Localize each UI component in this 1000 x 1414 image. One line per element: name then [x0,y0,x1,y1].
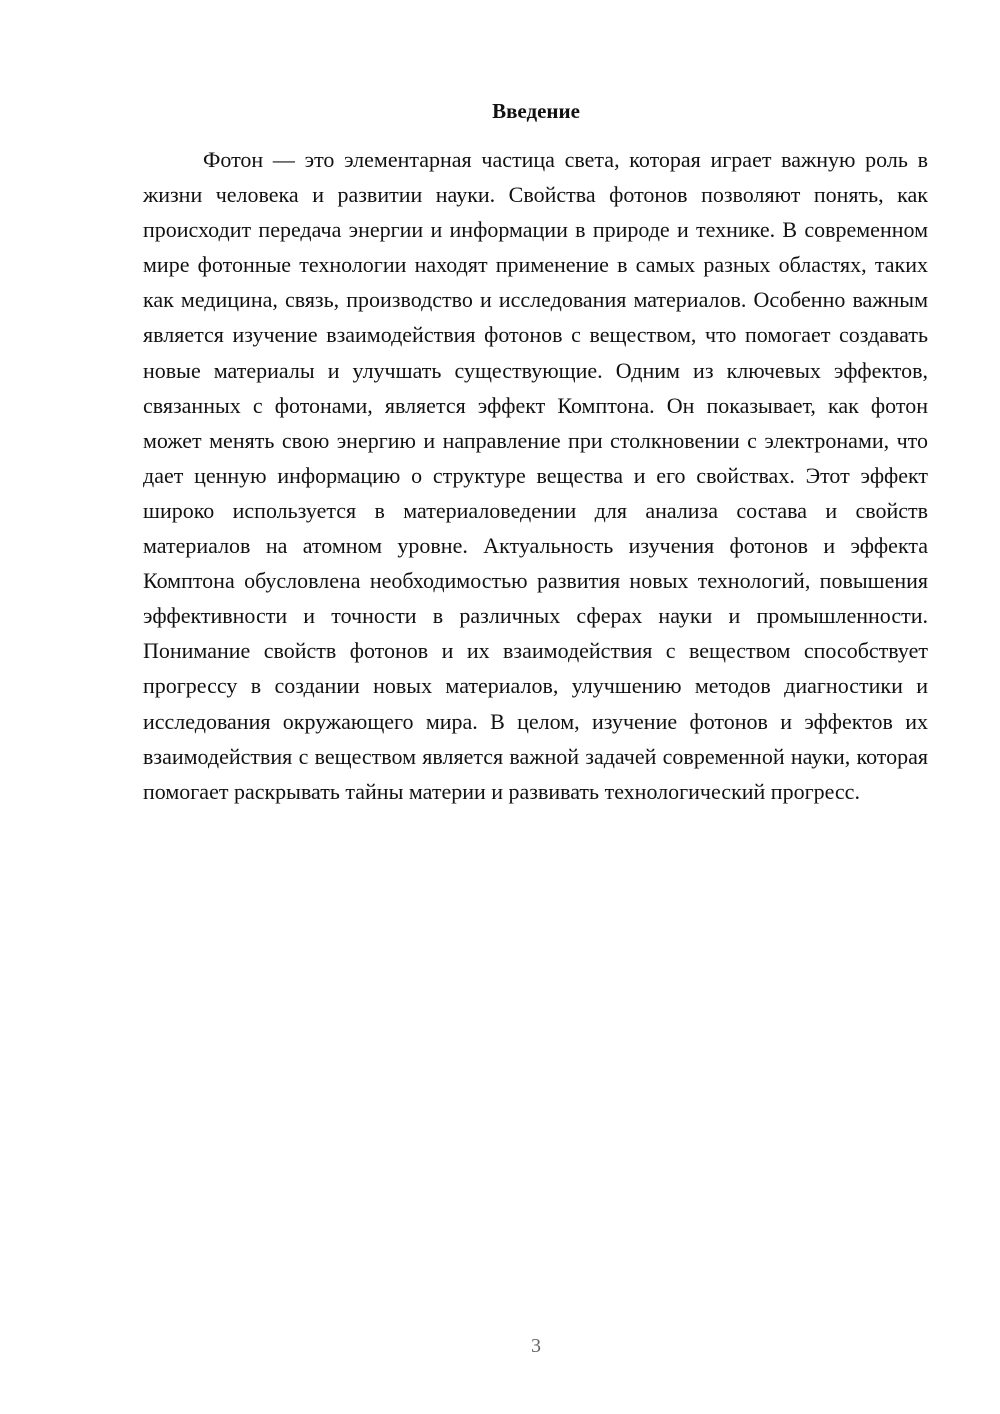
page-number: 3 [531,1335,541,1357]
body-paragraph: Фотон — это элементарная частица света, которая играет важную роль в жизни человека и развитии науки. Свойства фотонов позволяют понять, как происходит передача энергии и информации в природе и технике. В современном мире фотонные технологии находят применение в самых разных областях, таких как медицина, связь, производство и исследования материалов. Особенно важным является изучение взаимодействия фотонов с веществом, что помогает создавать новые материалы и улучшать существующие. Одним из ключевых эффектов, связанных с фотонами, является эффект Комптона. Он показывает, как фотон может менять свою энергию и направление при столкновении с электронами, что дает ценную информацию о структуре вещества и его свойствах. Этот эффект широко используется в материаловедении для анализа состава и свойств материалов на атомном уровне. Актуальность изучения фотонов и эффекта Комптона обусловлена необходимостью развития новых технологий, повышения эффективности и точности в различных сферах науки и промышленности. Понимание свойств фотонов и их взаимодействия с веществом способствует прогрессу в создании новых материалов, улучшению методов диагностики и исследования окружающего мира. В целом, изучение фотонов и эффектов их взаимодействия с веществом является важной задачей современной науки, которая помогает раскрывать тайны материи и развивать технологический прогресс. [143,147,928,804]
section-heading: Введение [492,99,580,123]
